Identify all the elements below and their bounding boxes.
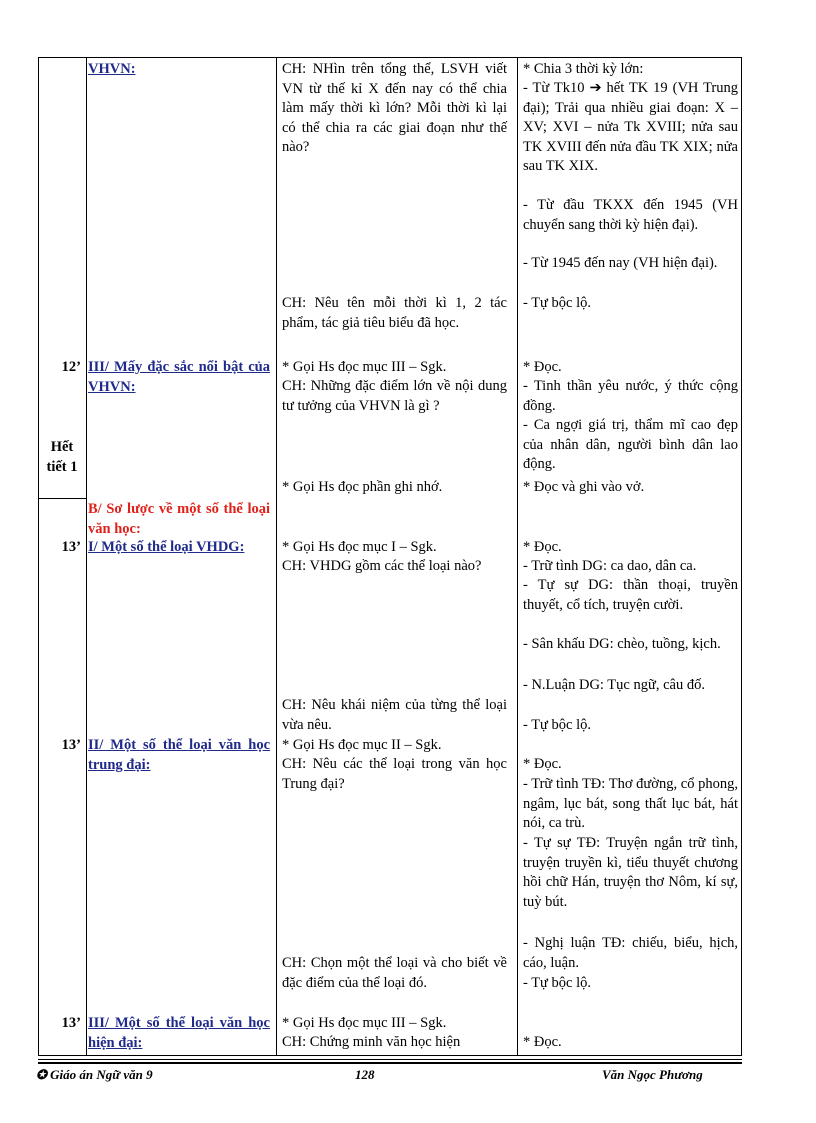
student-answer: * Đọc. xyxy=(523,539,562,555)
time-label: 13’ xyxy=(61,737,81,753)
teacher-question: CH: Nêu tên mỗi thời kì 1, 2 tác phẩm, tác giả tiêu biểu đã học. xyxy=(282,295,507,331)
student-answer: - Trữ tình DG: ca dao, dân ca. xyxy=(523,558,697,574)
student-answer: * Đọc. xyxy=(523,359,562,375)
column-divider xyxy=(276,58,277,1055)
student-answer: - Tự bộc lộ. xyxy=(523,295,591,311)
page-number: 128 xyxy=(355,1067,375,1082)
teacher-question: CH: Nêu khái niệm của từng thể loại vừa nêu. xyxy=(282,697,507,733)
star-bullet-icon: ✪ xyxy=(36,1067,47,1082)
teacher-question: CH: Những đặc điểm lớn về nội dung tư tưởng của VHVN là gì ? xyxy=(282,378,507,414)
teacher-question: CH: Chọn một thể loại và cho biết về đặc điểm của thể loại đó. xyxy=(282,955,507,991)
student-answer: - Từ Tk10 ➔ hết TK 19 (VH Trung đại); Trải qua nhiều giai đoạn: X – XV; XVI – nửa Tk XVIII; nửa sau TK XVIII đến nửa đầu TK XIX; nửa sau TK XIX. xyxy=(523,80,738,174)
student-answer: * Đọc và ghi vào vở. xyxy=(523,479,645,495)
teacher-instruction: * Gọi Hs đọc mục I – Sgk. xyxy=(282,539,437,555)
teacher-instruction: * Gọi Hs đọc mục II – Sgk. xyxy=(282,737,442,753)
student-answer: * Chia 3 thời kỳ lớn: xyxy=(523,61,644,77)
section-heading-modern: III/ Một số thể loại văn học hiện đại: xyxy=(88,1015,270,1051)
teacher-question: CH: NHìn trên tổng thể, LSVH viết VN từ thế kỉ X đến nay có thể chia làm mấy thời kì lớn? Mỗi thời kì lại có thể chia ra các giai đoạn như thế nào? xyxy=(282,61,507,155)
footer-title: Giáo án Ngữ văn 9 xyxy=(50,1067,153,1082)
footer-rule xyxy=(38,1059,742,1060)
footer-author: Văn Ngọc Phương xyxy=(602,1067,703,1082)
student-answer: - Từ 1945 đến nay (VH hiện đại). xyxy=(523,255,718,271)
time-label: 12’ xyxy=(61,359,81,375)
section-heading-vhvn: VHVN: xyxy=(88,61,136,77)
teacher-instruction: * Gọi Hs đọc mục III – Sgk. xyxy=(282,1015,447,1031)
row-divider xyxy=(39,498,86,499)
section-heading-genres: B/ Sơ lược về một số thể loại văn học: xyxy=(88,501,270,537)
end-of-period-label: Hết tiết 1 xyxy=(46,439,78,475)
student-answer: * Đọc. xyxy=(523,1034,562,1050)
column-divider xyxy=(86,58,87,1055)
time-label: 13’ xyxy=(61,1015,81,1031)
teacher-question: CH: VHDG gồm các thể loại nào? xyxy=(282,558,482,574)
student-answer: * Đọc. xyxy=(523,756,562,772)
column-divider xyxy=(517,58,518,1055)
lesson-table xyxy=(38,57,742,1056)
student-answer: - N.Luận DG: Tục ngữ, câu đố. xyxy=(523,677,705,693)
student-answer: - Trữ tình TĐ: Thơ đường, cổ phong, ngâm, lục bát, song thất lục bát, hát nói, ca trù. xyxy=(523,776,738,831)
student-answer: - Tự bộc lộ. xyxy=(523,975,591,991)
student-answer: - Từ đầu TKXX đến 1945 (VH chuyển sang thời kỳ hiện đại). xyxy=(523,197,738,233)
footer-left xyxy=(36,1067,153,1083)
student-answer: - Tinh thần yêu nước, ý thức cộng đồng. xyxy=(523,378,738,414)
section-heading-medieval: II/ Một số thể loại văn học trung đại: xyxy=(88,737,270,773)
teacher-question: CH: Chứng minh văn học hiện xyxy=(282,1034,461,1050)
section-heading-folk: I/ Một số thể loại VHDG: xyxy=(88,539,245,555)
section-heading-features: III/ Mấy đặc sắc nổi bật của VHVN: xyxy=(88,359,270,395)
teacher-instruction: * Gọi Hs đọc mục III – Sgk. xyxy=(282,359,447,375)
student-answer: - Tự bộc lộ. xyxy=(523,717,591,733)
teacher-instruction: * Gọi Hs đọc phần ghi nhớ. xyxy=(282,479,443,495)
time-label: 13’ xyxy=(61,539,81,555)
teacher-question: CH: Nêu các thể loại trong văn học Trung đại? xyxy=(282,756,507,792)
student-answer: - Sân khấu DG: chèo, tuồng, kịch. xyxy=(523,636,721,652)
student-answer: - Tự sự TĐ: Truyện ngắn trữ tình, truyện truyền kì, tiểu thuyết chương hồi chữ Hán, truyện thơ Nôm, kí sự, tuỳ bút. xyxy=(523,835,738,910)
student-answer: - Tự sự DG: thần thoại, truyền thuyết, cổ tích, truyện cười. xyxy=(523,577,738,613)
footer-rule xyxy=(38,1062,742,1064)
student-answer: - Ca ngợi giá trị, thẩm mĩ cao đẹp của nhân dân, người bình dân lao động. xyxy=(523,417,738,472)
student-answer: - Nghị luận TĐ: chiếu, biểu, hịch, cáo, luận. xyxy=(523,935,738,971)
